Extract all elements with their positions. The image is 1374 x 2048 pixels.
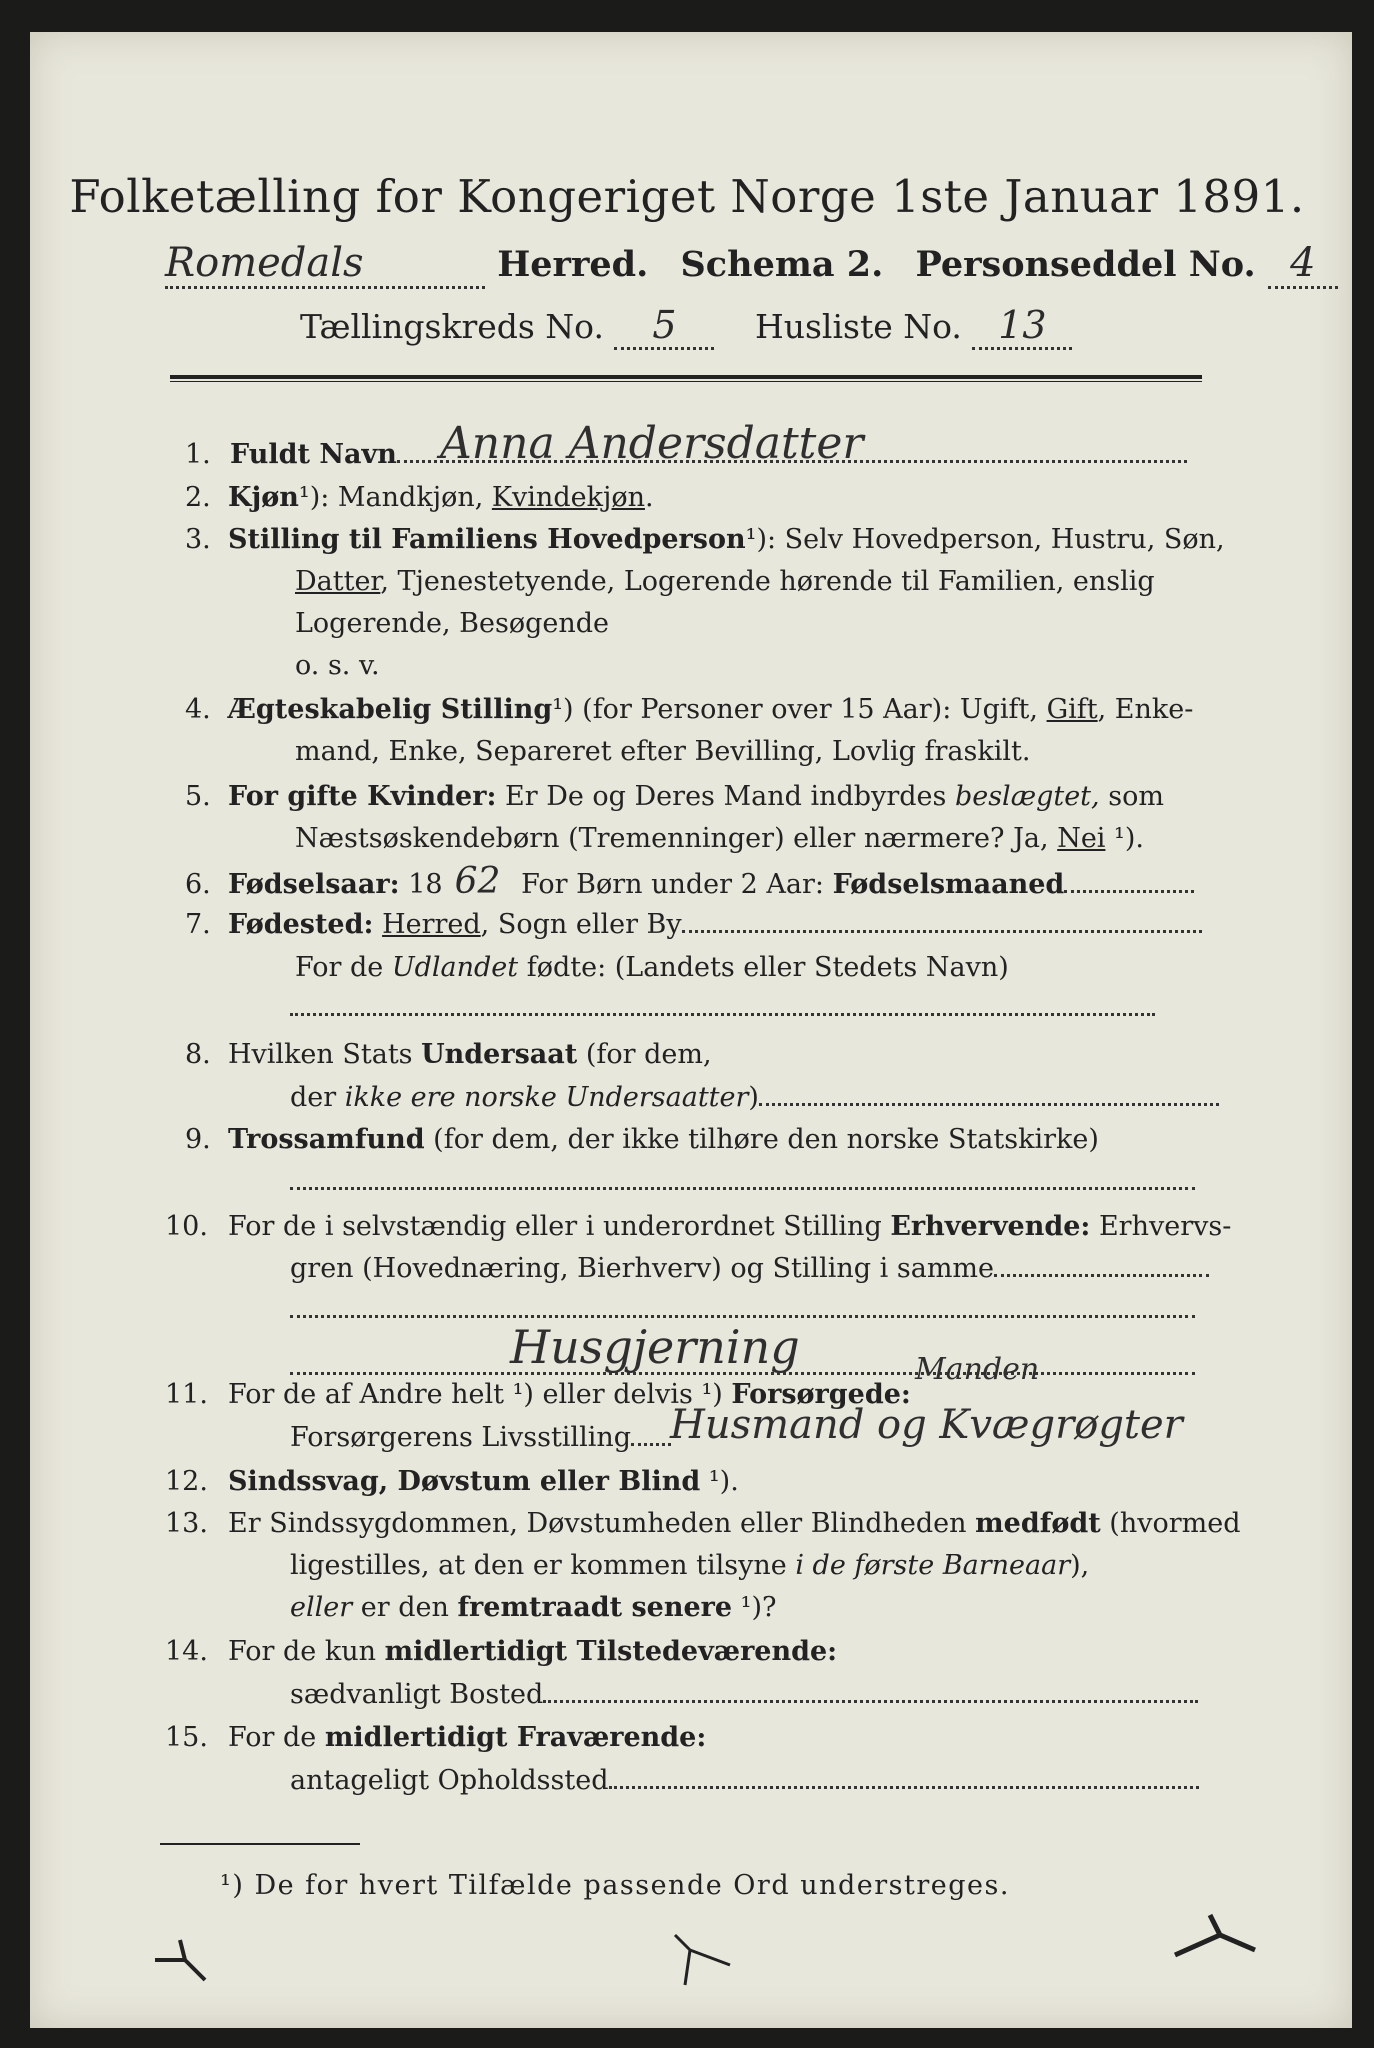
personseddel-label: Personseddel No. [915,244,1256,285]
footnote-rule [160,1843,360,1845]
herred-label: Herred. [497,244,649,285]
field-9: 9. Trossamfund (for dem, der ikke tilhøre den norske Statskirke) [185,1124,1099,1155]
corner-mark-left [150,1935,210,1985]
header-rule [170,375,1202,382]
corner-mark-right [1170,1910,1260,1970]
husliste-value: 13 [972,303,1072,350]
birth-year-value: 62 [454,861,501,902]
field-10: 10. For de i selvstændig eller i underordnet Stilling Erhvervende: Erhvervs- [165,1211,1232,1242]
field-7: 7. Fødested: Herred, Sogn eller By [150,905,1210,945]
form-subheader [165,240,1316,289]
field-13: 13. Er Sindssygdommen, Døvstumheden eller Blindheden medfødt (hvormed [165,1508,1241,1539]
husliste-label: Husliste No. [754,307,962,346]
field-2: 2. Kjøn¹): Mandkjøn, Kvindekjøn. [185,482,654,513]
corner-mark-center [670,1930,740,1990]
field-11: 11. For de af Andre helt ¹) eller delvis ¹) Forsørgede: [165,1379,911,1410]
field-15: 15. For de midlertidigt Fraværende: [165,1722,707,1753]
field-8: 8. Hvilken Stats Undersaat (for dem, [185,1039,712,1070]
full-name-value: Anna Andersdatter [440,418,864,469]
schema-label: Schema 2. [680,244,884,285]
field-5: 5. For gifte Kvinder: Er De og Deres Mand indbyrdes beslægtet, som [185,781,1164,812]
occupation-value: Husgjerning [510,1320,800,1374]
field-12: 12. Sindssvag, Døvstum eller Blind ¹). [165,1466,739,1497]
form-title: Folketælling for Kongeriget Norge 1ste Januar 1891. [69,170,1305,223]
herred-value: Romedals [165,240,485,289]
field-3: 3. Stilling til Familiens Hovedperson¹): Selv Hovedperson, Hustru, Søn, [185,524,1225,555]
kreds-value: 5 [614,303,714,350]
supporter-note: Manden [915,1352,1040,1387]
supporter-occupation-value: Husmand og Kvægrøgter [670,1402,1183,1448]
field-4: 4. Ægteskabelig Stilling¹) (for Personer over 15 Aar): Ugift, Gift, Enke- [185,694,1194,725]
field-1: 1. Fuldt Navn [150,435,1210,475]
form-subheader-2 [300,303,1100,350]
field-14: 14. For de kun midlertidigt Tilstedeværende: [165,1636,838,1667]
personseddel-value: 4 [1268,240,1338,289]
field-6: 6. Fødselsaar: 18 62 For Børn under 2 Aar: Fødselsmaaned [150,862,1210,905]
kreds-label: Tællingskreds No. [300,307,604,346]
footnote: ¹) De for hvert Tilfælde passende Ord understreges. [220,1870,1010,1901]
